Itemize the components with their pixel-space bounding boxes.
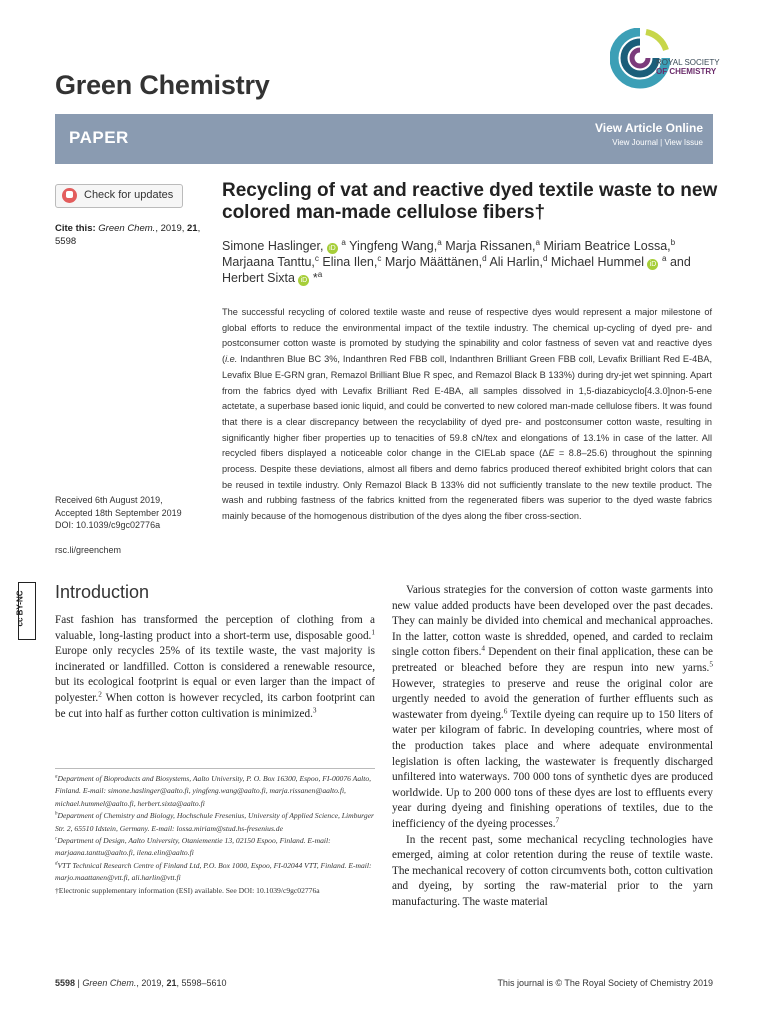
cc-license-text: cc BY-NC xyxy=(15,590,25,627)
cite-label: Cite this: xyxy=(55,223,99,234)
section-heading-introduction: Introduction xyxy=(55,582,150,602)
footer-journal: Green Chem. xyxy=(82,978,137,988)
accepted-date: Accepted 18th September 2019 xyxy=(55,507,182,518)
received-dates xyxy=(55,494,220,532)
page-footer-citation xyxy=(55,978,227,988)
page-footer-copyright: This journal is © The Royal Society of Chemistry 2019 xyxy=(497,978,713,988)
affiliation-footnote: $^a$Department of Bioproducts and Biosystems, Aalto University, P. O. Box 16300, Espoo, FI-00076 Aalto, Finland. E-mail: simone.haslinger@aalto.fi, yingfeng.wang@aalto.fi, marja.rissanen@aalto.fi, michael.hummel@aalto.fi, herbert.sixta@aalto.fi xyxy=(55,774,372,808)
intro-left-column xyxy=(55,613,375,722)
footer-volume: 21 xyxy=(166,978,177,988)
intro-paragraph: In the recent past, some mechanical recycling technologies have emerged, aiming at color retention during the reuse of textile waste. The mechanical recovery of cotton circumvents both, cotton cultivation and dyeing, by sorting the raw-material prior to the yarn manufacturing. The waste material xyxy=(392,833,713,908)
page-number: 5598 xyxy=(55,978,76,988)
footnotes xyxy=(55,773,375,897)
journal-link[interactable]: rsc.li/greenchem xyxy=(55,545,122,555)
journal-title: Green Chemistry xyxy=(55,70,270,100)
doi[interactable]: DOI: 10.1039/c9gc02776a xyxy=(55,520,161,530)
footnote-divider xyxy=(55,768,375,769)
article-title: Recycling of vat and reactive dyed textile waste to new colored man-made cellulose fibers† xyxy=(222,180,718,223)
affiliation-footnote: $^b$Department of Chemistry and Biology, Hochschule Fresenius, University of Applied Science, Limburger Str. 2, 65510 Idstein, Germany. E-mail: lossa.miriam@stud.hs-fresenius.de xyxy=(55,811,374,833)
view-issue-link[interactable]: View Issue xyxy=(664,138,703,147)
abstract: The successful recycling of colored textile waste and reuse of respective dyes would represent a major milestone of global efforts to reduce the environmental impact of the textile industry. The chemical up-cycling of dyed pre- and postconsumer cotton waste is promoted by studying the spinability and color fastness of seven vat and reactive dyes (i.e. Indanthren Blue BC 3%, Indanthren Red FBB coll, Indanthren Brilliant Green FBB coll, Levafix Brilliant Red E-4BA, Levafix Blue E-GRN gran, Remazol Brilliant Blue R spec, and Remazol Black B 133%) during dry-jet wet spinning. Apart from the fabrics dyed with Levafix Brilliant Red E-4BA, all samples dissolved in 1,5-diazabicyclo[4.3.0]non-5-ene actetate, a superbase based ionic liquid, and could be converted to new colored man-made cellulose fibers. It was found that there is a clear discrepancy between the recyclability of dyed pre- and postconsumer cotton waste, resulting in significantly higher fiber properties up to tenacities of 59.8 cN/tex and elongations of 13.1% in case of the latter. All recycled fibers displayed a noticeable color change in the CIELab space (ΔE = 8.8–25.6) throughout the spinning process. Despite these deviations, almost all fibers and demo fabrics produced thereof exhibited bright colors that can be reused in textile industry. Only Remazol Black B 133% did not sufficiently translate to the new textile product. The wash and rubbing fastness of the fabrics knitted from the regenerated fibers was superior to the dyed waste fabrics mainly because of the homogenous distribution of the dyes along the fiber cross-section. xyxy=(222,307,712,522)
view-journal-link[interactable]: View Journal xyxy=(612,138,658,147)
footer-year: , 2019, xyxy=(136,978,167,988)
bookmark-icon xyxy=(62,188,77,203)
affiliation-footnote: $^c$Department of Design, Aalto University, Otaniementie 13, 02150 Espoo, Finland. E-mail: marjaana.tanttu@aalto.fi, ilena.elin@aalto.fi xyxy=(55,836,331,858)
link-separator: | xyxy=(657,138,665,147)
cc-license-badge[interactable] xyxy=(15,582,36,640)
esi-footnote: †Electronic supplementary information (ESI) available. See DOI: 10.1039/c9gc02776a xyxy=(55,885,320,895)
cite-this xyxy=(55,222,205,248)
cite-pages: , 5598 xyxy=(55,223,201,247)
intro-paragraph: Various strategies for the conversion of cotton waste garments into new value added products have been developed over the past decades. They can mainly be divided into chemical and mechanical approaches. In the latter, cotton waste is shredded, opened, and carded to reclaim single cotton fibers.$^4$ Dependent on their final application, these can be pretreated or bleached before they are respun into new yarns.$^5$ However, strategies to preserve and reuse the original color are urgently needed to avoid the generation of further effluents such as wastewater from dyeing.$^6$ Textile dyeing can require up to 150 liters of water per kilogram of fabric. In developing countries, where most of the production takes place and where adequate environmental legislation is often lacking, the wastewater is frequently discharged unfiltered into waterways. 700 000 tons of synthetic dyes are produced worldwide. Up to 200 000 tons of these dyes are lost to effluents every year during dyeing and finishing operations of textiles, due to the inefficiency of the dyeing processes.$^7$ xyxy=(392,584,713,830)
rsc-logo[interactable] xyxy=(610,28,720,90)
view-links xyxy=(612,138,703,147)
affiliation-footnote: $^d$VTT Technical Research Centre of Finland Ltd, P.O. Box 1000, Espoo, FI-02044 VTT, Finland. E-mail: marjo.maattanen@vtt.fi, ali.harlin@vtt.fi xyxy=(55,860,372,883)
cite-year: , 2019, xyxy=(155,223,188,234)
cite-volume: 21 xyxy=(187,223,198,234)
check-for-updates-button[interactable] xyxy=(55,184,183,208)
article-type-label: PAPER xyxy=(69,128,129,147)
check-for-updates-label: Check for updates xyxy=(84,189,174,201)
intro-right-column xyxy=(392,583,713,910)
footer-range: , 5598–5610 xyxy=(176,978,227,988)
author-list: Simone Haslinger, iD $^a$ Yingfeng Wang,$^a$ Marja Rissanen,$^a$ Miriam Beatrice Lossa,$^b$ Marjaana Tanttu,$^c$ Elina Ilen,$^c$ Marjo Määttänen,$^d$ Ali Harlin,$^d$ Michael Hummel iD $^a$ and Herbert Sixta iD *$^a$ xyxy=(222,237,691,285)
received-date: Received 6th August 2019, xyxy=(55,495,163,505)
footer-separator: | xyxy=(75,978,83,988)
rsc-logo-line1: ROYAL SOCIETY xyxy=(656,58,720,67)
cite-journal: Green Chem. xyxy=(98,223,156,234)
rsc-logo-line2: OF CHEMISTRY xyxy=(656,67,717,76)
intro-paragraph: Fast fashion has transformed the perception of clothing from a valuable, long-lasting product into a short-term use, disposable good.$^1$ Europe only recycles 25% of its textile waste, the vast majority is incinerated or landfilled. Cotton is considered a renewable resource, but its ecological footprint is equal or even larger than the impact of polyester.$^2$ When cotton is however recycled, its carbon footprint can be cut into half as further cotton cultivation is minimized.$^3$ xyxy=(55,614,375,720)
paper-banner xyxy=(55,114,713,164)
view-article-online-link[interactable]: View Article Online xyxy=(594,121,703,135)
